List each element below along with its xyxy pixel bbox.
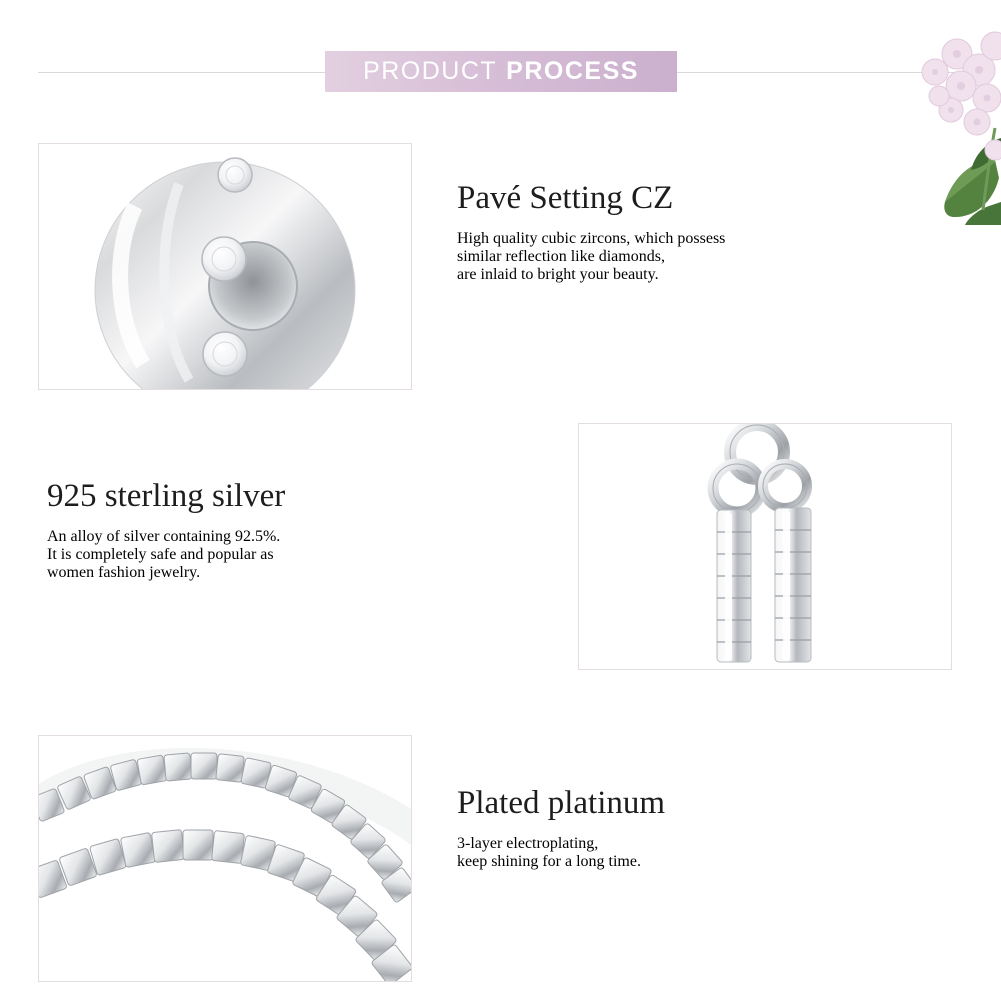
section-2-line-1: An alloy of silver containing 92.5%. (47, 528, 281, 546)
box-chain-illustration (39, 736, 411, 981)
section-1-line-2: similar reflection like diamonds, (457, 248, 665, 266)
section-1-text (457, 180, 977, 300)
page-header (0, 0, 1001, 118)
section-1-line-3: are inlaid to bright your beauty. (457, 266, 659, 284)
section-2-text (47, 478, 567, 598)
section-3-text (457, 785, 977, 887)
header-badge (325, 51, 677, 92)
chain-clasp-illustration (579, 424, 951, 669)
sterling-silver-chain-clasp-photo (578, 423, 952, 670)
pave-setting-cz-bead-photo (38, 143, 412, 390)
header-badge-bold-text: PROCESS (506, 57, 639, 85)
section-1-line-1: High quality cubic zircons, which possess (457, 230, 726, 248)
section-3-line-1: 3-layer electroplating, (457, 835, 599, 853)
plated-platinum-box-chain-photo (38, 735, 412, 982)
section-2-title: 925 sterling silver (47, 478, 286, 514)
header-badge-light-text: PRODUCT (363, 57, 498, 85)
section-3-line-2: keep shining for a long time. (457, 853, 641, 871)
bead-illustration (39, 144, 411, 389)
section-2-line-3: women fashion jewelry. (47, 564, 201, 582)
section-2-line-2: It is completely safe and popular as (47, 546, 274, 564)
section-3-title: Plated platinum (457, 785, 666, 821)
section-1-title: Pavé Setting CZ (457, 180, 674, 216)
